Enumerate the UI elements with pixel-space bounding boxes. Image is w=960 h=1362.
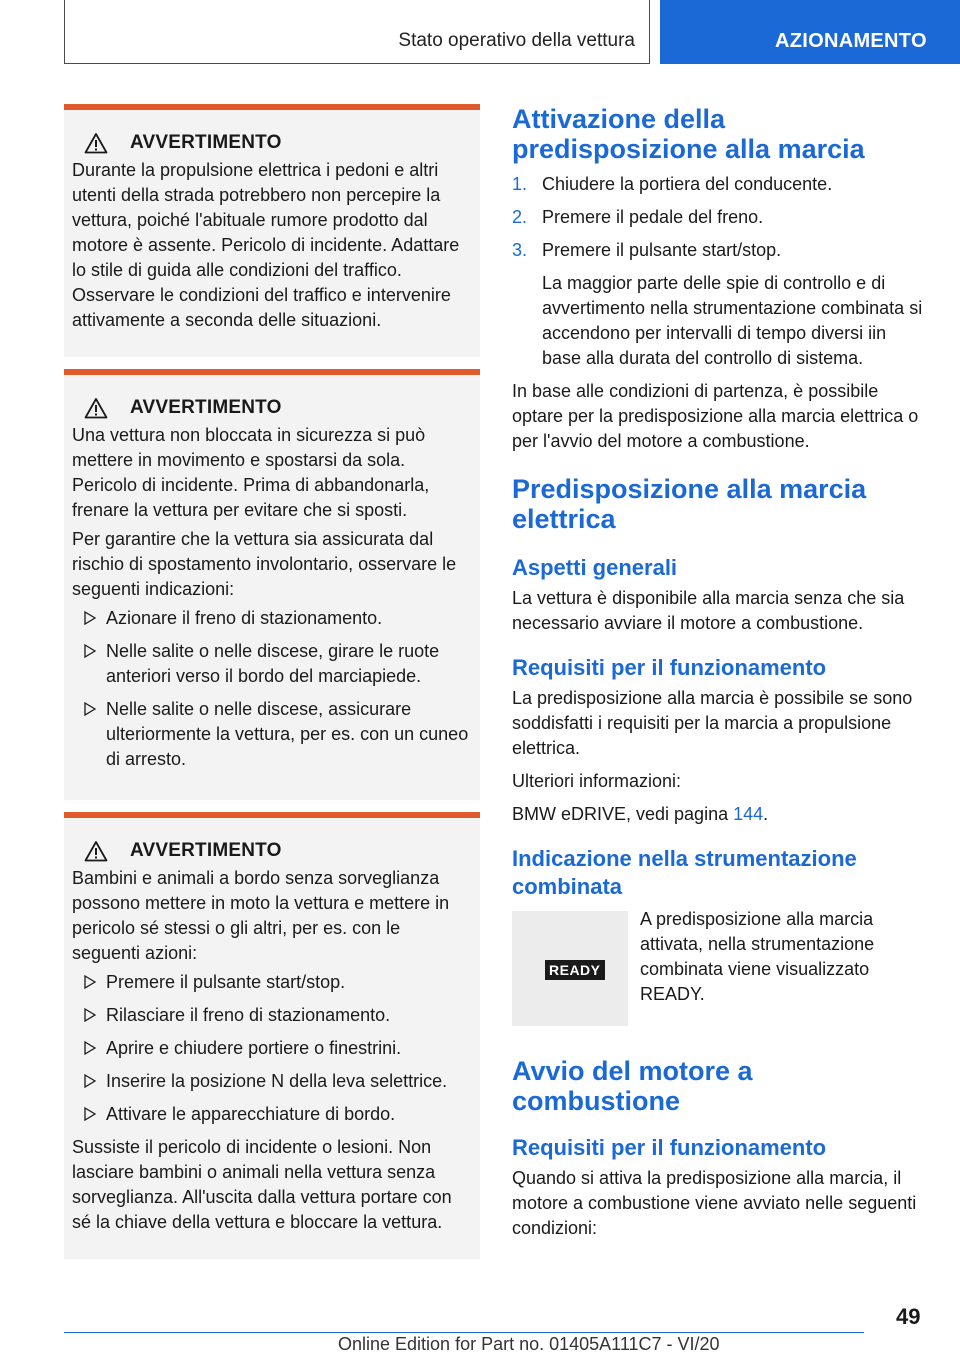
warning-triangle-icon <box>84 132 108 154</box>
page-number: 49 <box>896 1304 921 1329</box>
header-section-title: Stato operativo della vettura <box>398 30 635 51</box>
heading-combustion: Avvio del motore a combustione <box>512 1056 753 1116</box>
step-text: Premere il pulsante start/stop. <box>542 240 782 260</box>
activation-note: In base alle condizioni di partenza, è possibile optare per la predisposizione alla marcia elettrica o per l'avvio del motore a combustione. <box>512 381 919 451</box>
warning-text: Una vettura non bloccata in sicurezza si può mettere in movimento e spostarsi da sola. Pericolo di incidente. Prima di abbandonarla, frenare la vettura per evitare che si sposti. <box>72 425 430 520</box>
heading-display: Indicazione nella strumentazione combinata <box>512 846 857 899</box>
step-text: Premere il pedale del freno. <box>542 207 764 227</box>
warning-header <box>84 132 472 154</box>
step-number: 1. <box>512 174 528 194</box>
warning-bullet-list <box>72 606 472 772</box>
footer-edition <box>338 1334 720 1355</box>
triangle-bullet-icon <box>84 1107 96 1121</box>
warning-box-3 <box>64 812 480 1259</box>
step-number: 3. <box>512 240 528 260</box>
warning-title: AVVERTIMENTO <box>130 840 282 861</box>
step-text: Chiudere la portiera del conducente. <box>542 174 833 194</box>
bullet-item <box>72 970 472 995</box>
warning-title: AVVERTIMENTO <box>130 132 282 153</box>
bullet-text: Premere il pulsante start/stop. <box>106 972 346 992</box>
bullet-text: Nelle salite o nelle discese, girare le ruote anteriori verso il bordo del marciapiede. <box>106 641 440 686</box>
general-text: La vettura è disponibile alla marcia senza che sia necessario avviare il motore a combustione. <box>512 588 905 633</box>
triangle-bullet-icon <box>84 644 96 658</box>
bullet-item <box>72 1003 472 1028</box>
warning-header <box>84 840 472 862</box>
step-item <box>512 205 928 230</box>
page-link[interactable]: 144 <box>733 804 764 824</box>
warning-bullet-list <box>72 970 472 1127</box>
heading-combustion-requirements: Requisiti per il funzionamento <box>512 1135 827 1160</box>
ready-indicator-row <box>512 911 928 1026</box>
ready-badge: READY <box>545 960 605 980</box>
heading-general: Aspetti generali <box>512 555 678 580</box>
bullet-text: Attivare le apparecchiature di bordo. <box>106 1104 396 1124</box>
display-text: A predisposizione alla marcia attivata, nella strumentazione combinata viene visualizzato READY. <box>640 909 875 1004</box>
bullet-text: Nelle salite o nelle discese, assicurare ulteriormente la vettura, per es. con un cuneo di arresto. <box>106 699 469 769</box>
ready-indicator-image <box>512 911 628 1026</box>
warning-text: Per garantire che la vettura sia assicurata dal rischio di spostamento involontario, osservare le seguenti indicazioni: <box>72 529 457 599</box>
warning-box-1 <box>64 104 480 357</box>
warning-triangle-icon <box>84 840 108 862</box>
step-number: 2. <box>512 207 528 227</box>
bullet-item <box>72 606 472 631</box>
combustion-requirements-text: Quando si attiva la predisposizione alla marcia, il motore a combustione viene avviato nelle seguenti condizioni: <box>512 1168 917 1238</box>
more-info-label: Ulteriori informazioni: <box>512 771 682 791</box>
bullet-text: Azionare il freno di stazionamento. <box>106 608 383 628</box>
heading-requirements: Requisiti per il funzionamento <box>512 655 827 680</box>
bullet-item <box>72 639 472 689</box>
step-item <box>512 238 928 371</box>
triangle-bullet-icon <box>84 611 96 625</box>
bullet-item <box>72 1102 472 1127</box>
triangle-bullet-icon <box>84 702 96 716</box>
bullet-item <box>72 1036 472 1061</box>
bullet-item <box>72 697 472 772</box>
right-column <box>512 104 928 1245</box>
triangle-bullet-icon <box>84 1008 96 1022</box>
activation-steps <box>512 172 928 371</box>
triangle-bullet-icon <box>84 1041 96 1055</box>
footer-edition-text: Online Edition for Part no. 01405A111C7 - VI/20 <box>338 1334 720 1354</box>
triangle-bullet-icon <box>84 975 96 989</box>
warning-triangle-icon <box>84 397 108 419</box>
page-reference <box>512 802 928 827</box>
header-chapter-tab <box>660 0 960 64</box>
header-section-box <box>64 0 650 64</box>
bullet-text: Aprire e chiudere portiere o finestrini. <box>106 1038 402 1058</box>
reference-end: . <box>763 804 769 824</box>
warning-header <box>84 397 472 419</box>
warning-text: Durante la propulsione elettrica i pedoni e altri utenti della strada potrebbero non percepire la vettura, poiché l'abituale rumore prodotto dal motore è assente. Pericolo di incidente. Adattare lo stile di guida alle condizioni del traffico. Osservare le condizioni del traffico e intervenire attivamente a seconda delle situazioni. <box>72 160 460 330</box>
warning-box-2 <box>64 369 480 800</box>
triangle-bullet-icon <box>84 1074 96 1088</box>
step-item <box>512 172 928 197</box>
bullet-text: Rilasciare il freno di stazionamento. <box>106 1005 391 1025</box>
heading-activation: Attivazione della predisposizione alla marcia <box>512 104 865 164</box>
left-column <box>64 104 480 1271</box>
warning-title: AVVERTIMENTO <box>130 397 282 418</box>
footer-divider <box>64 1332 864 1333</box>
warning-closing-text: Sussiste il pericolo di incidente o lesioni. Non lasciare bambini o animali nella vettura senza sorveglianza. All'uscita dalla vettura portare con sé la chiave della vettura e bloccare la vettura. <box>72 1137 452 1232</box>
reference-text: BMW eDRIVE, vedi pagina <box>512 804 734 824</box>
step-subtext: La maggior parte delle spie di controllo e di avvertimento nella strumentazione combinata si accendono per intervalli di tempo diversi iin base alla durata del controllo di sistema. <box>542 273 923 368</box>
bullet-item <box>72 1069 472 1094</box>
requirements-text: La predisposizione alla marcia è possibile se sono soddisfatti i requisiti per la marcia a propulsione elettrica. <box>512 688 913 758</box>
bullet-text: Inserire la posizione N della leva selettrice. <box>106 1071 448 1091</box>
warning-text: Bambini e animali a bordo senza sorveglianza possono mettere in moto la vettura e mettere in pericolo sé stessi o gli altri, per es. con le seguenti azioni: <box>72 868 450 963</box>
header-chapter-title: AZIONAMENTO <box>775 30 927 52</box>
heading-electric: Predisposizione alla marcia elettrica <box>512 474 867 534</box>
